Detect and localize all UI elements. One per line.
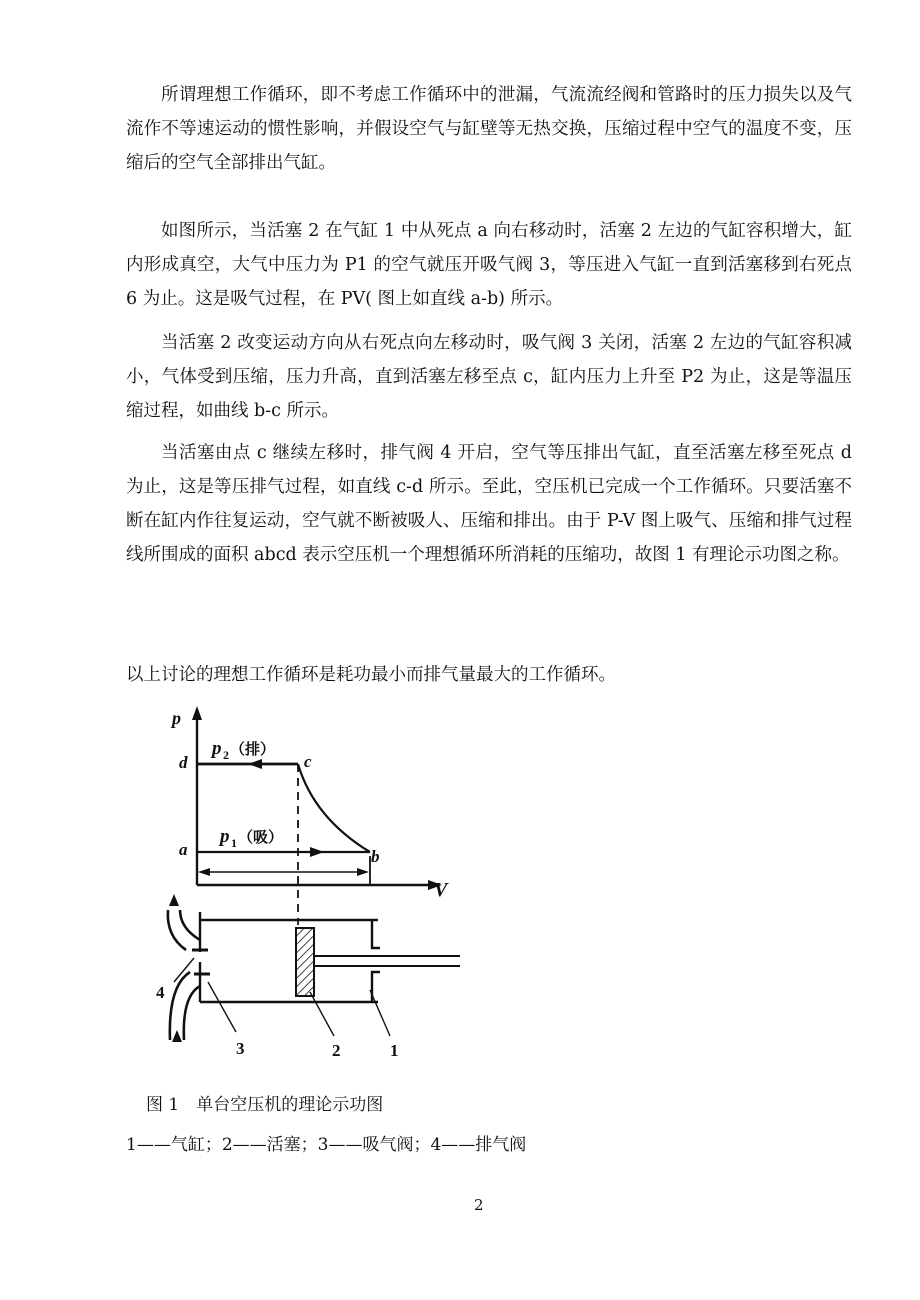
figure-caption: 图 1 单台空压机的理论示功图: [146, 1095, 384, 1115]
callout-4: 4: [156, 983, 165, 1002]
intake-pipe-inner: [184, 986, 200, 1040]
paragraph-conclusion: 以上讨论的理想工作循环是耗功最小而排气量最大的工作循环。: [126, 665, 616, 685]
callout-3: 3: [236, 1039, 245, 1058]
pv-diagram-figure: [150, 700, 480, 1070]
v-axis-label: V: [434, 879, 448, 901]
cylinder-top-flange: [372, 920, 380, 948]
intake-flow-arrow: [172, 1030, 182, 1042]
paragraph-compression: 当活塞 2 改变运动方向从右死点向左移动时，吸气阀 3 关闭，活塞 2 左边的气缸容积减小，气体受到压缩，压力升高，直到活塞左移至点 c，缸内压力上升至 P2 为止，这是等温压缩过程，如曲线 b-c 所示。: [126, 333, 852, 421]
point-b-label: b: [371, 847, 380, 866]
p1-subscript: 1: [231, 836, 237, 850]
paragraph-ideal-cycle: 所谓理想工作循环，即不考虑工作循环中的泄漏，气流流经阀和管路时的压力损失以及气流作不等速运动的惯性影响，并假设空气与缸壁等无热交换，压缩过程中空气的温度不变，压缩后的空气全部排出气缸。: [126, 85, 852, 173]
piston: [296, 928, 314, 996]
p1-intake-label: （吸）: [238, 828, 284, 846]
arrow-intake: [310, 847, 324, 857]
paragraph-exhaust: 当活塞由点 c 继续左移时，排气阀 4 开启，空气等压排出气缸，直至活塞左移至死点 d 为止，这是等压排气过程，如直线 c-d 所示。至此，空压机已完成一个工作循环。只要活塞不断在缸内作往复运动，空气就不断被吸人、压缩和排出。由于 P-V 图上吸气、压缩和排气过程线所围成的面积 abcd 表示空压机一个理想循环所消耗的压缩功，故图 1 有理论示功图之称。: [126, 443, 852, 565]
leader-1: [370, 990, 390, 1036]
p2-exhaust-label: （排）: [230, 740, 276, 758]
callout-2: 2: [332, 1041, 341, 1060]
p-axis-arrowhead: [192, 706, 202, 720]
leader-3: [208, 982, 236, 1032]
arrow-exhaust: [248, 759, 262, 769]
leader-2: [310, 992, 334, 1036]
p-axis-label: p: [172, 708, 181, 728]
callout-1: 1: [390, 1041, 399, 1060]
point-d-label: d: [179, 753, 188, 772]
dimension-arrow-left: [198, 868, 210, 876]
page-number: 2: [474, 1196, 484, 1214]
exhaust-pipe-inner: [180, 910, 200, 940]
exhaust-pipe-outer: [168, 910, 186, 950]
dimension-arrow-right: [357, 868, 369, 876]
paragraph-intake: 如图所示，当活塞 2 在气缸 1 中从死点 a 向右移动时，活塞 2 左边的气缸容积增大，缸内形成真空，大气中压力为 P1 的空气就压开吸气阀 3，等压进入气缸一直到活塞移到右死点 6 为止。这是吸气过程，在 PV( 图上如直线 a-b) 所示。: [126, 221, 852, 309]
point-a-label: a: [179, 840, 188, 859]
exhaust-flow-arrow: [169, 894, 179, 906]
pv-diagram-svg: [150, 700, 480, 1070]
figure-legend: 1——气缸；2——活塞；3——吸气阀；4——排气阀: [126, 1135, 527, 1155]
curve-c-b: [298, 764, 370, 852]
point-c-label: c: [304, 752, 312, 771]
p2-subscript: 2: [223, 748, 229, 762]
p2-symbol: p: [212, 738, 222, 759]
p1-symbol: p: [220, 826, 230, 847]
